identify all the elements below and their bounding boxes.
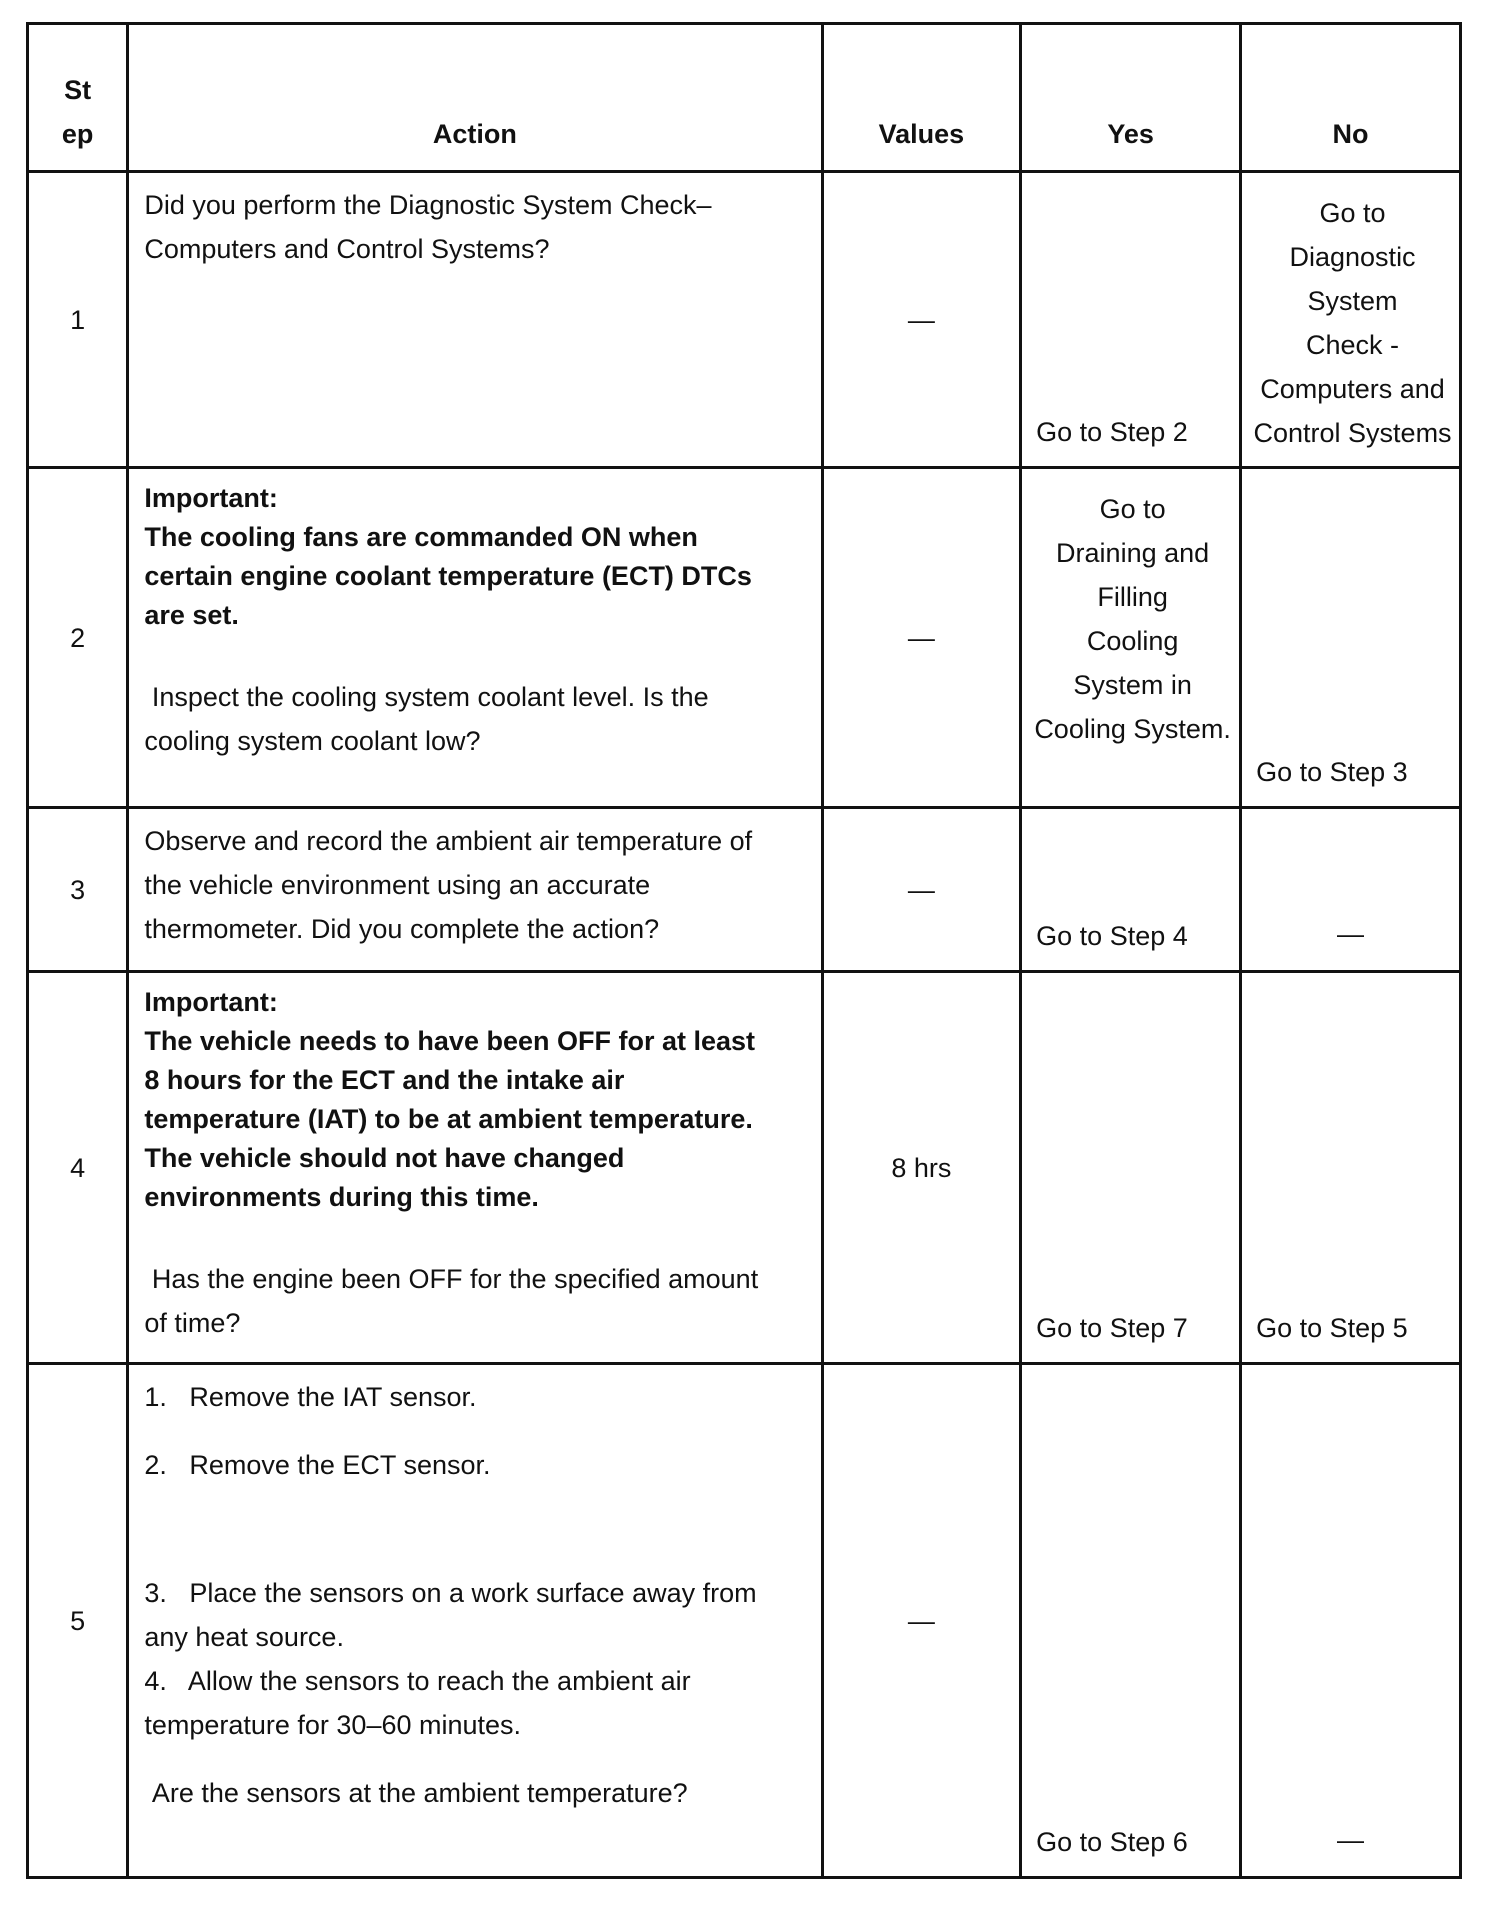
action-cell [128,468,822,808]
values-cell: 8 hrs [822,972,1021,1364]
action-cell [128,808,822,972]
action-text: Did you perform the Diagnostic System Check– Computers and Control Systems? [144,190,712,264]
yes-cell: Go to Step 4 [1021,808,1241,972]
header-row [28,24,1461,172]
no-cell: Go to Step 3 [1241,468,1461,808]
yes-line: Filling [1097,582,1168,612]
no-line: Computers and [1260,374,1445,404]
step-number: 3 [28,808,128,972]
action-text: Inspect the cooling system coolant level. Is the cooling system coolant low? [144,682,717,756]
important-label: Important: [144,483,278,513]
substep: 4. Allow the sensors to reach the ambient air temperature for 30–60 minutes. [144,1666,699,1740]
no-cell: Go to Step 5 [1241,972,1461,1364]
no-line: Control Systems [1253,418,1452,448]
header-action: Action [128,24,822,172]
header-values: Values [822,24,1021,172]
no-line: Go to [1319,198,1386,228]
step-number: 2 [28,468,128,808]
yes-line: Go to [1099,494,1166,524]
values-cell: — [822,468,1021,808]
yes-line: Draining and [1056,538,1210,568]
values-cell: — [822,1364,1021,1878]
no-line: Check - [1306,330,1400,360]
important-text: The cooling fans are commanded ON when certain engine coolant temperature (ECT) DTCs are set. [144,522,752,630]
action-cell [128,1364,822,1878]
action-text: Are the sensors at the ambient temperature? [144,1778,688,1808]
no-line: System [1307,286,1398,316]
important-text: The vehicle needs to have been OFF for at least 8 hours for the ECT and the intake air temperature (IAT) to be at ambient temperature. The vehicle should not have changed environments during this time. [144,1026,756,1212]
action-text: Has the engine been OFF for the specified amount of time? [144,1264,766,1338]
substep: 1. Remove the IAT sensor. [144,1382,477,1412]
yes-cell: Go to Step 2 [1021,172,1241,468]
action-cell [128,172,822,468]
yes-cell [1021,468,1241,808]
values-cell: — [822,808,1021,972]
header-no: No [1241,24,1461,172]
no-cell: — [1241,1364,1461,1878]
header-step [28,24,128,172]
important-label: Important: [144,987,278,1017]
substep: 2. Remove the ECT sensor. [144,1450,491,1480]
diagnostic-table [26,22,1462,1879]
step-number: 4 [28,972,128,1364]
table-row [28,1364,1461,1878]
yes-line: System in [1073,670,1192,700]
table-row [28,972,1461,1364]
step-number: 5 [28,1364,128,1878]
step-number: 1 [28,172,128,468]
table-row [28,468,1461,808]
no-line: Diagnostic [1289,242,1416,272]
yes-line: Cooling System. [1034,714,1231,744]
table-row [28,172,1461,468]
header-step-line1: St [64,75,92,105]
action-cell [128,972,822,1364]
table-row [28,808,1461,972]
header-step-line2: ep [61,119,94,149]
yes-cell: Go to Step 6 [1021,1364,1241,1878]
substep: 3. Place the sensors on a work surface away from any heat source. [144,1578,765,1652]
action-text: Observe and record the ambient air temperature of the vehicle environment using an accurate thermometer. Did you complete the action? [144,826,753,944]
no-cell [1241,172,1461,468]
no-cell: — [1241,808,1461,972]
header-yes: Yes [1021,24,1241,172]
yes-line: Cooling [1086,626,1179,656]
yes-cell: Go to Step 7 [1021,972,1241,1364]
values-cell: — [822,172,1021,468]
